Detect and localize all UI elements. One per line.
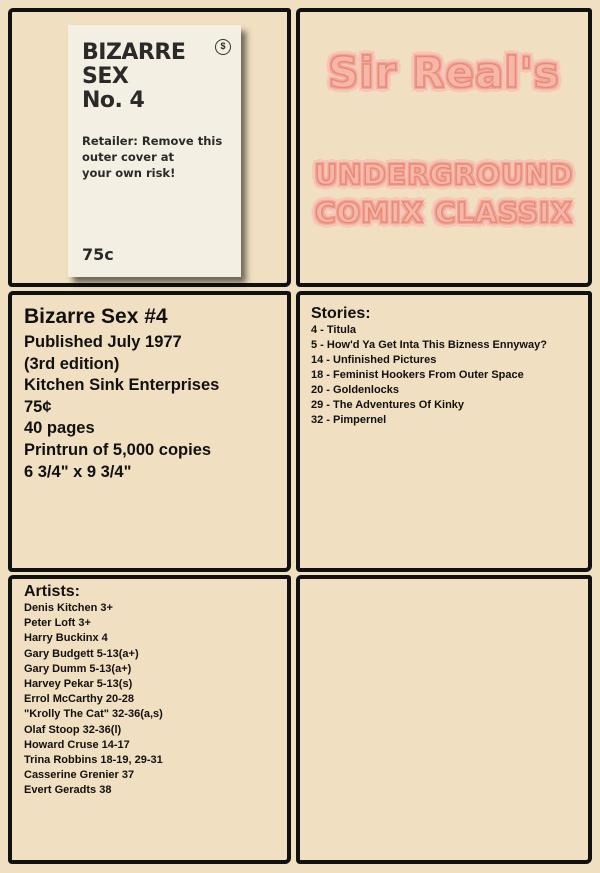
printrun: Printrun of 5,000 copies [24,440,212,459]
site-logo-line1: UNDERGROUND [314,158,574,191]
story-item: 20 - Goldenlocks [311,384,400,396]
artist-item: Errol McCarthy 20-28 [24,693,135,706]
story-item: 32 - Pimpernel [311,414,387,426]
story-item: 5 - How'd Ya Get Inta This Bizness Ennyway? [311,339,547,351]
artist-item: "Krolly The Cat" 32-36(a,s) [24,708,163,721]
dimensions: 6 3/4" x 9 3/4" [24,462,132,481]
artist-item: Trina Robbins 18-19, 29-31 [24,754,163,767]
artists-list [24,601,163,799]
cover-title: BIZARRE SEX No. 4 [82,40,186,113]
comic-cover-image[interactable] [68,25,241,277]
price: 75¢ [24,397,52,416]
artist-item: Gary Budgett 5-13(a+) [24,647,139,660]
artist-item: Casserine Grenier 37 [24,769,135,782]
empty-panel [296,575,592,864]
comic-info [24,305,219,483]
story-item: 14 - Unfinished Pictures [311,354,437,366]
artists-heading: Artists: [24,583,81,600]
logo-panel [296,8,592,287]
page-count: 40 pages [24,419,95,438]
artist-item: Denis Kitchen 3+ [24,602,113,614]
artist-item: Peter Loft 3+ [24,617,91,630]
artist-item: Harry Buckinx 4 [24,632,108,645]
stories-list [311,323,547,428]
site-logo-line2: COMIX CLASSIX [314,196,574,229]
story-item: 4 - Titula [311,324,357,336]
artist-item: Gary Dumm 5-13(a+) [24,662,132,675]
site-logo-name: Sir Real's [328,48,560,97]
story-item: 29 - The Adventures Of Kinky [311,399,465,411]
cover-warning: Retailer: Remove this outer cover at your own risk! [82,134,223,180]
publish-date: Published July 1977 [24,333,182,351]
artist-item: Harvey Pekar 5-13(s) [24,678,133,691]
stories-section [311,305,547,428]
info-panel [8,291,291,572]
publisher: Kitchen Sink Enterprises [24,376,220,395]
story-item: 18 - Feminist Hookers From Outer Space [311,369,524,381]
artists-panel [8,575,291,864]
dollar-seal-icon: $ [215,39,231,55]
cover-price: 75c [82,245,114,264]
comic-title: Bizarre Sex #4 [24,305,168,328]
artists-section [24,583,163,799]
stories-heading: Stories: [311,305,371,322]
artist-item: Howard Cruse 14-17 [24,738,130,751]
cover-panel [8,8,291,287]
stories-panel [296,291,592,572]
artist-item: Olaf Stoop 32-36(l) [24,723,122,736]
edition: (3rd edition) [24,354,120,373]
artist-item: Evert Geradts 38 [24,784,112,797]
